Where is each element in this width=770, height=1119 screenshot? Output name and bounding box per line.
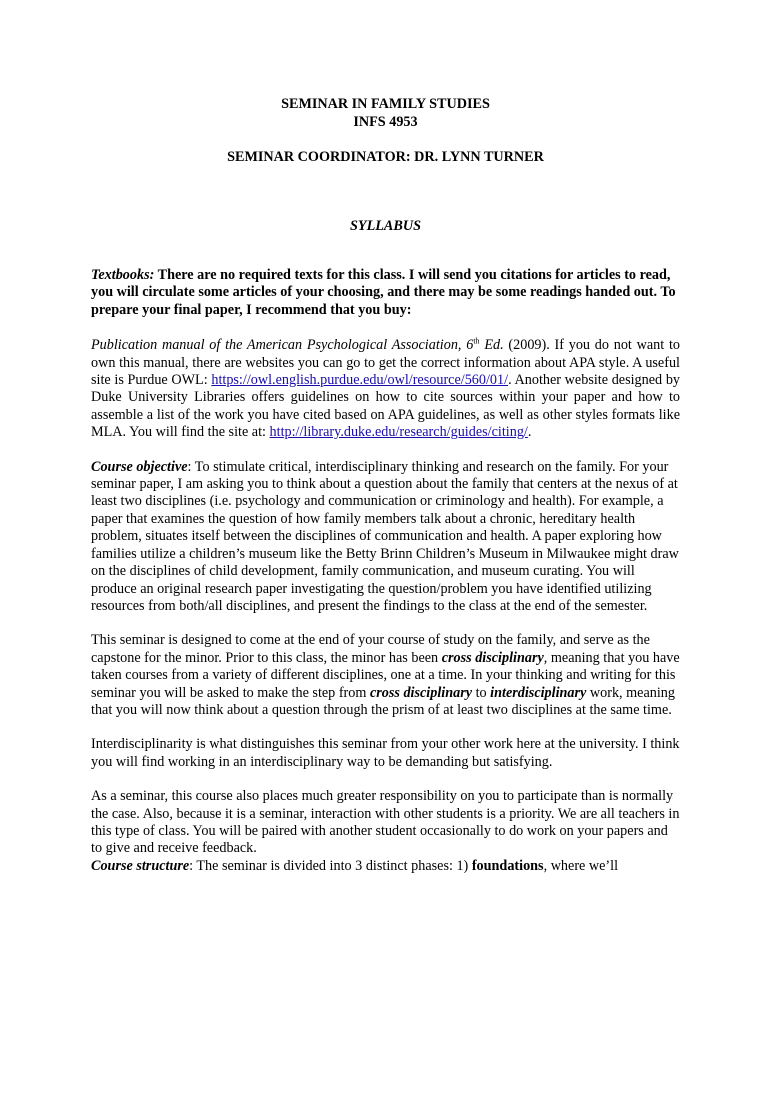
- textbooks-paragraph: [91, 267, 680, 319]
- publication-title: Publication manual of the American Psychological Association, 6: [91, 337, 474, 354]
- publication-edition: Ed.: [479, 337, 504, 354]
- edition-superscript: th: [473, 336, 480, 346]
- seminar-coordinator: SEMINAR COORDINATOR: DR. LYNN TURNER: [227, 149, 544, 165]
- capstone-paragraph: [91, 632, 680, 719]
- publication-text-2: . Another website designed by Duke University Libraries offers guidelines on how to cite sources within your paper and how to assemble a list of the work you have cited based on APA guidelines, as well as other styles formats like MLA. You will find the site at:: [91, 372, 681, 441]
- course-title: SEMINAR IN FAMILY STUDIES: [281, 96, 490, 112]
- duke-library-link[interactable]: http://library.duke.edu/research/guides/citing/: [269, 424, 528, 441]
- cross-disciplinary-term: cross disciplinary: [441, 649, 544, 666]
- textbooks-label: Textbooks:: [91, 267, 155, 283]
- capstone-text-4: work, meaning that you will now think about a question through the prism of at least two disciplines at the same time.: [91, 684, 675, 718]
- capstone-text-1: This seminar is designed to come at the end of your course of study on the family, and serve as the capstone for the minor. Prior to this class, the minor has been: [91, 632, 650, 666]
- course-objective-label: Course objective: [91, 458, 188, 475]
- interdisciplinary-term: interdisciplinary: [490, 684, 587, 701]
- publication-paragraph: [91, 337, 680, 441]
- interdisciplinarity-paragraph: Interdisciplinarity is what distinguishes this seminar from your other work here at the university. I think you will find working in an interdisciplinary way to be demanding but satisfying.: [91, 736, 680, 770]
- course-objective-text: : To stimulate critical, interdisciplinary thinking and research on the family. For your seminar paper, I am asking you to think about a question about the family that centers at the nexus of at least two disciplines (i.e. psychology and communication or criminology and health). For example, a paper that examines the question of how family members talk about a chronic, hereditary health problem, situates itself between the disciplines of communication and health. A paper exploring how families utilize a children’s museum like the Betty Brinn Children’s Museum in Milwaukee might draw on the disciplines of child development, family communication, and museum curating. You will produce an original research paper investigating the question/problem you have identified utilizing resources from both/all disciplines, and present the findings to the class at the end of the semester.: [91, 458, 679, 614]
- foundations-term: foundations: [471, 857, 544, 874]
- publication-text-3: .: [527, 424, 532, 441]
- capstone-text-2: , meaning that you have taken courses from a variety of different disciplines, one at a time. In your thinking and writing for this seminar you will be asked to make the step from: [91, 649, 680, 701]
- cross-disciplinary-term-2: cross disciplinary: [369, 684, 473, 701]
- course-structure-label: Course structure: [91, 857, 190, 874]
- course-structure-text-2: , where we’ll: [543, 857, 619, 874]
- syllabus-heading: SYLLABUS: [350, 218, 421, 234]
- capstone-text-3: to: [472, 684, 491, 701]
- seminar-paragraph: As a seminar, this course also places much greater responsibility on you to participate than is normally the case. Also, because it is a seminar, interaction with other students is a priority. We are all teachers in this type of class. You will be paired with another student occasionally to do work on your papers and to give and receive feedback.: [91, 788, 680, 857]
- course-structure-paragraph: [91, 858, 680, 875]
- course-objective-paragraph: [91, 459, 680, 616]
- document-page: [0, 95, 770, 1119]
- publication-text-1: (2009). If you do not want to own this manual, there are websites you can go to get the correct information about APA style. A useful site is Purdue OWL:: [91, 337, 680, 389]
- textbooks-text: There are no required texts for this class. I will send you citations for articles to read, you will circulate some articles of your choosing, and there may be some readings handed out. To prepare your final paper, I recommend that you buy:: [91, 267, 676, 318]
- purdue-owl-link[interactable]: https://owl.english.purdue.edu/owl/resource/560/01/: [211, 372, 509, 389]
- course-structure-text-1: : The seminar is divided into 3 distinct phases: 1): [189, 857, 472, 874]
- course-code: INFS 4953: [353, 114, 418, 130]
